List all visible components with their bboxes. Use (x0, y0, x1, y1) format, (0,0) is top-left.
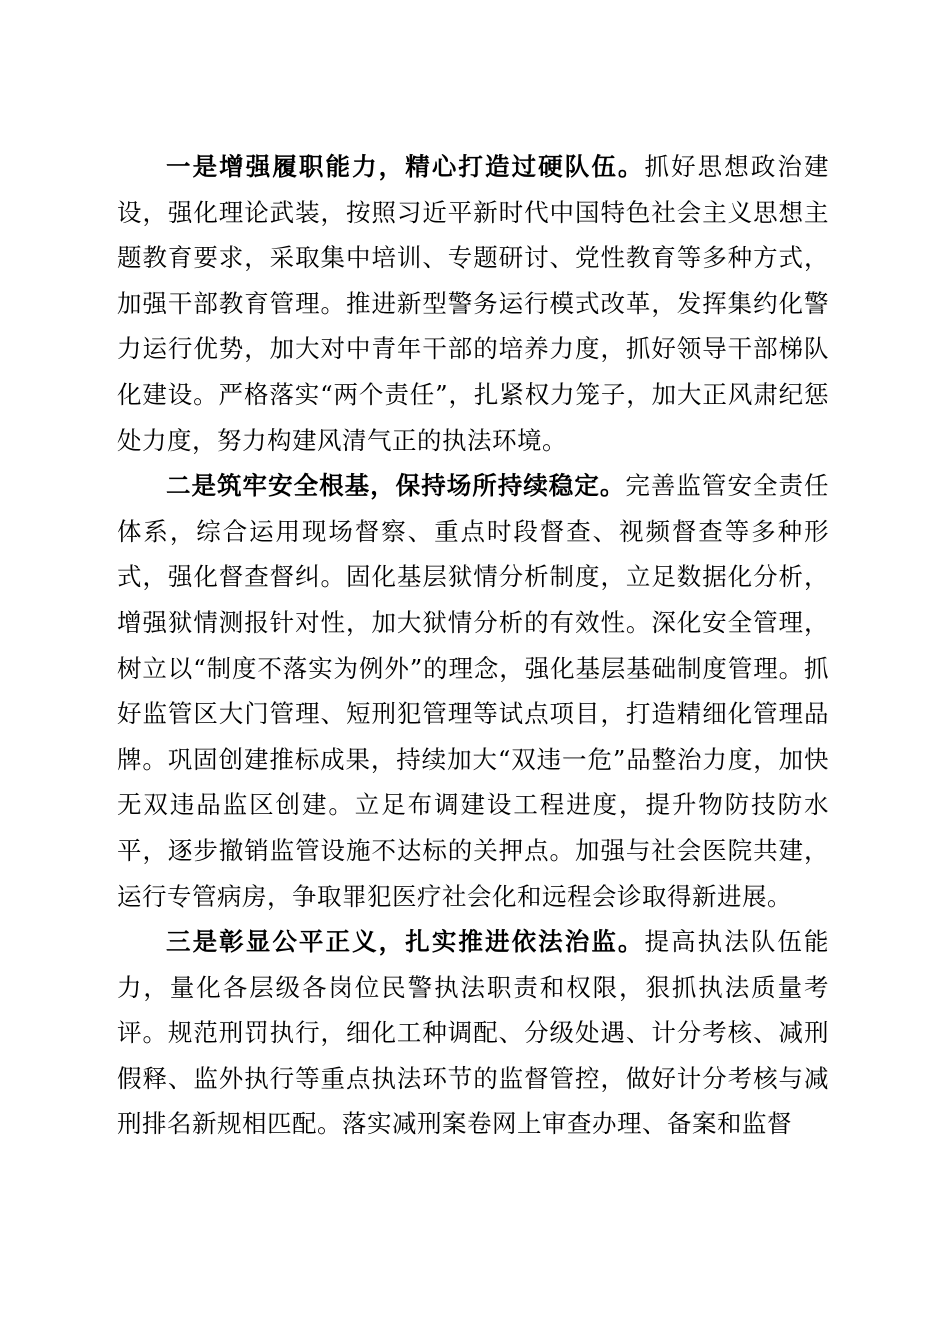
paragraph-3 (117, 919, 829, 1147)
paragraph-3-body: 提高执法队伍能力，量化各层级各岗位民警执法职责和权限，狠抓执法质量考评。规范刑罚执行，细化工种调配、分级处遇、计分考核、减刑假释、监外执行等重点执法环节的监督管控，做好计分考核与减刑排名新规相匹配。落实减刑案卷网上审查办理、备案和监督 (117, 927, 829, 1139)
paragraph-1-body: 抓好思想政治建设，强化理论武装，按照习近平新时代中国特色社会主义思想主题教育要求，采取集中培训、专题研讨、党性教育等多种方式，加强干部教育管理。推进新型警务运行模式改革，发挥集约化警力运行优势，加大对中青年干部的培养力度，抓好领导干部梯队化建设。严格落实“两个责任”，扎紧权力笼子，加大正风肃纪惩处力度，努力构建风清气正的执法环境。 (117, 152, 829, 455)
paragraph-1 (117, 144, 829, 463)
paragraph-2 (117, 463, 829, 919)
paragraph-3-lead: 三是彰显公平正义，扎实推进依法治监。 (166, 927, 645, 957)
paragraph-2-lead: 二是筑牢安全根基，保持场所持续稳定。 (166, 471, 626, 501)
document-body (117, 144, 829, 1147)
paragraph-2-body: 完善监管安全责任体系，综合运用现场督察、重点时段督查、视频督查等多种形式，强化督查督纠。固化基层狱情分析制度，立足数据化分析，增强狱情测报针对性，加大狱情分析的有效性。深化安全管理，树立以“制度不落实为例外”的理念，强化基层基础制度管理。抓好监管区大门管理、短刑犯管理等试点项目，打造精细化管理品牌。巩固创建推标成果，持续加大“双违一危”品整治力度，加快无双违品监区创建。立足布调建设工程进度，提升物防技防水平，逐步撤销监管设施不达标的关押点。加强与社会医院共建，运行专管病房，争取罪犯医疗社会化和远程会诊取得新进展。 (117, 471, 829, 911)
paragraph-1-lead: 一是增强履职能力，精心打造过硬队伍。 (166, 152, 645, 181)
